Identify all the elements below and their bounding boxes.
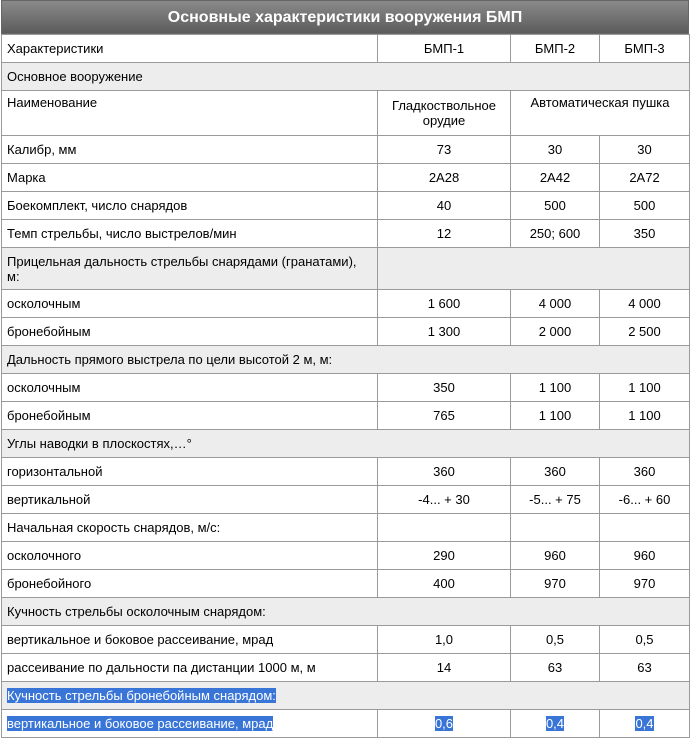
cell: 2А28 [378, 164, 511, 192]
header-cell: БМП-1 [378, 35, 511, 63]
cell: 500 [600, 192, 690, 220]
cell: 2А72 [600, 164, 690, 192]
section-label: Дальность прямого выстрела по цели высотой 2 м, м: [2, 346, 690, 374]
cell [511, 710, 600, 738]
header-cell: БМП-3 [600, 35, 690, 63]
table-row [2, 374, 690, 402]
row-label: горизонтальной [2, 458, 378, 486]
empty-cell [600, 514, 690, 542]
row-label: вертикальной [2, 486, 378, 514]
section-label: Основное вооружение [2, 63, 690, 91]
section-row [2, 430, 690, 458]
cell: 765 [378, 402, 511, 430]
table-row [2, 486, 690, 514]
cell: 350 [600, 220, 690, 248]
header-row [2, 35, 690, 63]
cell: 63 [600, 654, 690, 682]
cell: 960 [511, 542, 600, 570]
section-row-selected [2, 682, 690, 710]
table-row [2, 626, 690, 654]
row-label: Боекомплект, число снарядов [2, 192, 378, 220]
section-row [2, 248, 690, 290]
table-row [2, 458, 690, 486]
cell: 0,5 [511, 626, 600, 654]
cell: 400 [378, 570, 511, 598]
cell: 1 300 [378, 318, 511, 346]
section-row [2, 514, 690, 542]
cell: 1 100 [600, 402, 690, 430]
selected-text[interactable]: 0,4 [545, 716, 565, 731]
page [1, 0, 689, 738]
empty-cell [378, 514, 511, 542]
cell: 290 [378, 542, 511, 570]
cell: 2А42 [511, 164, 600, 192]
table-row [2, 654, 690, 682]
cell: 30 [600, 136, 690, 164]
selected-text[interactable]: 0,4 [635, 716, 654, 731]
row-label: Наименование [2, 91, 378, 136]
row-label-cell [2, 710, 378, 738]
header-cell: БМП-2 [511, 35, 600, 63]
row-label: бронебойным [2, 318, 378, 346]
table-title: Основные характеристики вооружения БМП [1, 0, 689, 34]
row-label: вертикальное и боковое рассеивание, мрад [2, 626, 378, 654]
table-row [2, 402, 690, 430]
row-label: осколочным [2, 374, 378, 402]
cell: 970 [600, 570, 690, 598]
selected-text[interactable]: Кучность стрельбы бронебойным снарядом: [7, 688, 276, 703]
row-label: бронебойного [2, 570, 378, 598]
section-cell [2, 682, 690, 710]
cell: -5... + 75 [511, 486, 600, 514]
cell: 1 100 [511, 374, 600, 402]
cell: 2 500 [600, 318, 690, 346]
selected-text[interactable]: вертикальное и боковое рассеивание, мрад [7, 716, 274, 731]
cell: 2 000 [511, 318, 600, 346]
empty-cell [511, 514, 600, 542]
cell: 30 [511, 136, 600, 164]
cell: Автоматическая пушка [511, 91, 690, 136]
section-label: Углы наводки в плоскостях,…° [2, 430, 690, 458]
cell: 40 [378, 192, 511, 220]
cell: Гладкоствольное орудие [378, 91, 511, 136]
table-row [2, 164, 690, 192]
header-cell: Характеристики [2, 35, 378, 63]
cell: 1 100 [600, 374, 690, 402]
row-label: осколочным [2, 290, 378, 318]
cell: 1,0 [378, 626, 511, 654]
section-label: Кучность стрельбы осколочным снарядом: [2, 598, 690, 626]
cell: 4 000 [600, 290, 690, 318]
table-row [2, 318, 690, 346]
cell: 360 [378, 458, 511, 486]
table-row [2, 136, 690, 164]
section-fill [378, 248, 690, 290]
cell: 360 [600, 458, 690, 486]
cell: 73 [378, 136, 511, 164]
selected-text[interactable]: 0,6 [434, 716, 454, 731]
row-label: бронебойным [2, 402, 378, 430]
cell [378, 710, 511, 738]
cell: 1 600 [378, 290, 511, 318]
section-row [2, 346, 690, 374]
table-row [2, 91, 690, 136]
section-row [2, 598, 690, 626]
cell [600, 710, 690, 738]
row-label: Темп стрельбы, число выстрелов/мин [2, 220, 378, 248]
table-row [2, 192, 690, 220]
cell: 14 [378, 654, 511, 682]
section-label: Начальная скорость снарядов, м/с: [2, 514, 378, 542]
row-label: рассеивание по дальности па дистанции 1000 м, м [2, 654, 378, 682]
cell: 4 000 [511, 290, 600, 318]
cell: 1 100 [511, 402, 600, 430]
cell: 970 [511, 570, 600, 598]
row-label: Марка [2, 164, 378, 192]
cell: -4... + 30 [378, 486, 511, 514]
cell: 12 [378, 220, 511, 248]
cell: 250; 600 [511, 220, 600, 248]
table-row [2, 220, 690, 248]
table-row [2, 542, 690, 570]
cell: 350 [378, 374, 511, 402]
table-row [2, 290, 690, 318]
cell: 960 [600, 542, 690, 570]
specs-table [1, 34, 690, 738]
row-label: осколочного [2, 542, 378, 570]
section-label: Прицельная дальность стрельбы снарядами (гранатами), м: [2, 248, 378, 290]
table-row-selected [2, 710, 690, 738]
row-label: Калибр, мм [2, 136, 378, 164]
cell: 63 [511, 654, 600, 682]
section-row [2, 63, 690, 91]
table-row [2, 570, 690, 598]
cell: 0,5 [600, 626, 690, 654]
cell: 360 [511, 458, 600, 486]
cell: 500 [511, 192, 600, 220]
cell: -6... + 60 [600, 486, 690, 514]
